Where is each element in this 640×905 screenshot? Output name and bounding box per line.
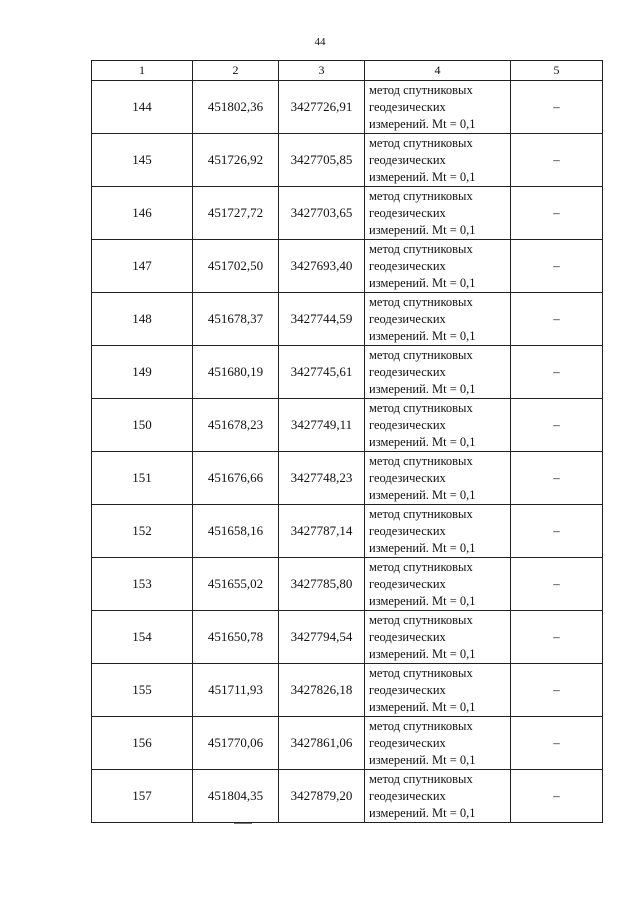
note-cell: – xyxy=(511,134,603,187)
method-cell xyxy=(365,558,511,611)
bottom-mark xyxy=(234,823,252,824)
method-text-line: измерений. Mt = 0,1 xyxy=(369,275,476,290)
header-row xyxy=(92,61,603,81)
point-number-cell: 145 xyxy=(92,134,193,187)
method-cell xyxy=(365,346,511,399)
method-text-line: геодезических xyxy=(369,629,446,644)
y-coordinate-cell: 3427861,06 xyxy=(279,717,365,770)
method-text-line: метод спутниковых xyxy=(369,347,473,362)
method-text-line: геодезических xyxy=(369,205,446,220)
method-text-line: измерений. Mt = 0,1 xyxy=(369,434,476,449)
table-row xyxy=(92,134,603,187)
point-number-cell: 153 xyxy=(92,558,193,611)
method-text-line: геодезических xyxy=(369,682,446,697)
method-text-line: метод спутниковых xyxy=(369,612,473,627)
x-coordinate-cell: 451650,78 xyxy=(193,611,279,664)
point-number-cell: 149 xyxy=(92,346,193,399)
column-header-2: 2 xyxy=(193,61,279,81)
method-text-line: геодезических xyxy=(369,523,446,538)
table-row xyxy=(92,240,603,293)
point-number-cell: 151 xyxy=(92,452,193,505)
page-number: 44 xyxy=(314,36,326,48)
table-row xyxy=(92,399,603,452)
method-cell xyxy=(365,505,511,558)
note-cell: – xyxy=(511,611,603,664)
method-text-line: геодезических xyxy=(369,152,446,167)
method-text-line: измерений. Mt = 0,1 xyxy=(369,646,476,661)
x-coordinate-cell: 451676,66 xyxy=(193,452,279,505)
method-text-line: метод спутниковых xyxy=(369,400,473,415)
method-cell xyxy=(365,134,511,187)
table-row xyxy=(92,505,603,558)
point-number-cell: 147 xyxy=(92,240,193,293)
column-header-3: 3 xyxy=(279,61,365,81)
point-number-cell: 146 xyxy=(92,187,193,240)
method-text-line: геодезических xyxy=(369,735,446,750)
method-text-line: метод спутниковых xyxy=(369,718,473,733)
method-text-line: метод спутниковых xyxy=(369,241,473,256)
method-text-line: геодезических xyxy=(369,470,446,485)
point-number-cell: 152 xyxy=(92,505,193,558)
column-header-5: 5 xyxy=(511,61,603,81)
method-text-line: измерений. Mt = 0,1 xyxy=(369,805,476,820)
y-coordinate-cell: 3427693,40 xyxy=(279,240,365,293)
y-coordinate-cell: 3427726,91 xyxy=(279,81,365,134)
note-cell: – xyxy=(511,240,603,293)
table-row xyxy=(92,81,603,134)
x-coordinate-cell: 451711,93 xyxy=(193,664,279,717)
method-text-line: измерений. Mt = 0,1 xyxy=(369,540,476,555)
table-row xyxy=(92,664,603,717)
table-row xyxy=(92,558,603,611)
y-coordinate-cell: 3427703,65 xyxy=(279,187,365,240)
method-text-line: измерений. Mt = 0,1 xyxy=(369,752,476,767)
method-cell xyxy=(365,187,511,240)
y-coordinate-cell: 3427794,54 xyxy=(279,611,365,664)
table-row xyxy=(92,770,603,823)
x-coordinate-cell: 451658,16 xyxy=(193,505,279,558)
method-cell xyxy=(365,81,511,134)
column-header-4: 4 xyxy=(365,61,511,81)
method-cell xyxy=(365,611,511,664)
point-number-cell: 157 xyxy=(92,770,193,823)
method-cell xyxy=(365,240,511,293)
y-coordinate-cell: 3427826,18 xyxy=(279,664,365,717)
method-text-line: геодезических xyxy=(369,788,446,803)
method-text-line: метод спутниковых xyxy=(369,665,473,680)
point-number-cell: 155 xyxy=(92,664,193,717)
note-cell: – xyxy=(511,187,603,240)
method-text-line: геодезических xyxy=(369,364,446,379)
point-number-cell: 156 xyxy=(92,717,193,770)
method-text-line: измерений. Mt = 0,1 xyxy=(369,699,476,714)
note-cell: – xyxy=(511,770,603,823)
method-cell xyxy=(365,770,511,823)
method-text-line: метод спутниковых xyxy=(369,188,473,203)
method-text-line: измерений. Mt = 0,1 xyxy=(369,381,476,396)
method-cell xyxy=(365,717,511,770)
x-coordinate-cell: 451802,36 xyxy=(193,81,279,134)
note-cell: – xyxy=(511,293,603,346)
method-cell xyxy=(365,293,511,346)
method-text-line: измерений. Mt = 0,1 xyxy=(369,222,476,237)
method-cell xyxy=(365,664,511,717)
method-text-line: измерений. Mt = 0,1 xyxy=(369,116,476,131)
y-coordinate-cell: 3427879,20 xyxy=(279,770,365,823)
coordinates-table xyxy=(91,60,603,823)
method-text-line: измерений. Mt = 0,1 xyxy=(369,487,476,502)
method-text-line: измерений. Mt = 0,1 xyxy=(369,593,476,608)
method-text-line: метод спутниковых xyxy=(369,82,473,97)
point-number-cell: 148 xyxy=(92,293,193,346)
point-number-cell: 144 xyxy=(92,81,193,134)
point-number-cell: 150 xyxy=(92,399,193,452)
y-coordinate-cell: 3427748,23 xyxy=(279,452,365,505)
method-text-line: геодезических xyxy=(369,417,446,432)
method-text-line: метод спутниковых xyxy=(369,294,473,309)
table-row xyxy=(92,346,603,399)
note-cell: – xyxy=(511,452,603,505)
table-row xyxy=(92,611,603,664)
method-text-line: геодезических xyxy=(369,258,446,273)
y-coordinate-cell: 3427705,85 xyxy=(279,134,365,187)
table-row xyxy=(92,293,603,346)
x-coordinate-cell: 451727,72 xyxy=(193,187,279,240)
method-text-line: измерений. Mt = 0,1 xyxy=(369,169,476,184)
x-coordinate-cell: 451680,19 xyxy=(193,346,279,399)
method-text-line: метод спутниковых xyxy=(369,453,473,468)
y-coordinate-cell: 3427785,80 xyxy=(279,558,365,611)
method-text-line: измерений. Mt = 0,1 xyxy=(369,328,476,343)
note-cell: – xyxy=(511,505,603,558)
method-cell xyxy=(365,399,511,452)
note-cell: – xyxy=(511,558,603,611)
x-coordinate-cell: 451678,23 xyxy=(193,399,279,452)
note-cell: – xyxy=(511,346,603,399)
x-coordinate-cell: 451770,06 xyxy=(193,717,279,770)
column-header-1: 1 xyxy=(92,61,193,81)
note-cell: – xyxy=(511,717,603,770)
x-coordinate-cell: 451702,50 xyxy=(193,240,279,293)
point-number-cell: 154 xyxy=(92,611,193,664)
method-text-line: метод спутниковых xyxy=(369,135,473,150)
y-coordinate-cell: 3427749,11 xyxy=(279,399,365,452)
method-text-line: геодезических xyxy=(369,99,446,114)
note-cell: – xyxy=(511,664,603,717)
x-coordinate-cell: 451726,92 xyxy=(193,134,279,187)
y-coordinate-cell: 3427744,59 xyxy=(279,293,365,346)
x-coordinate-cell: 451655,02 xyxy=(193,558,279,611)
table-row xyxy=(92,452,603,505)
method-text-line: метод спутниковых xyxy=(369,559,473,574)
y-coordinate-cell: 3427745,61 xyxy=(279,346,365,399)
table-body xyxy=(92,81,603,823)
method-cell xyxy=(365,452,511,505)
note-cell: – xyxy=(511,81,603,134)
table-row xyxy=(92,187,603,240)
method-text-line: метод спутниковых xyxy=(369,771,473,786)
table-row xyxy=(92,717,603,770)
x-coordinate-cell: 451678,37 xyxy=(193,293,279,346)
method-text-line: метод спутниковых xyxy=(369,506,473,521)
x-coordinate-cell: 451804,35 xyxy=(193,770,279,823)
method-text-line: геодезических xyxy=(369,311,446,326)
y-coordinate-cell: 3427787,14 xyxy=(279,505,365,558)
method-text-line: геодезических xyxy=(369,576,446,591)
note-cell: – xyxy=(511,399,603,452)
